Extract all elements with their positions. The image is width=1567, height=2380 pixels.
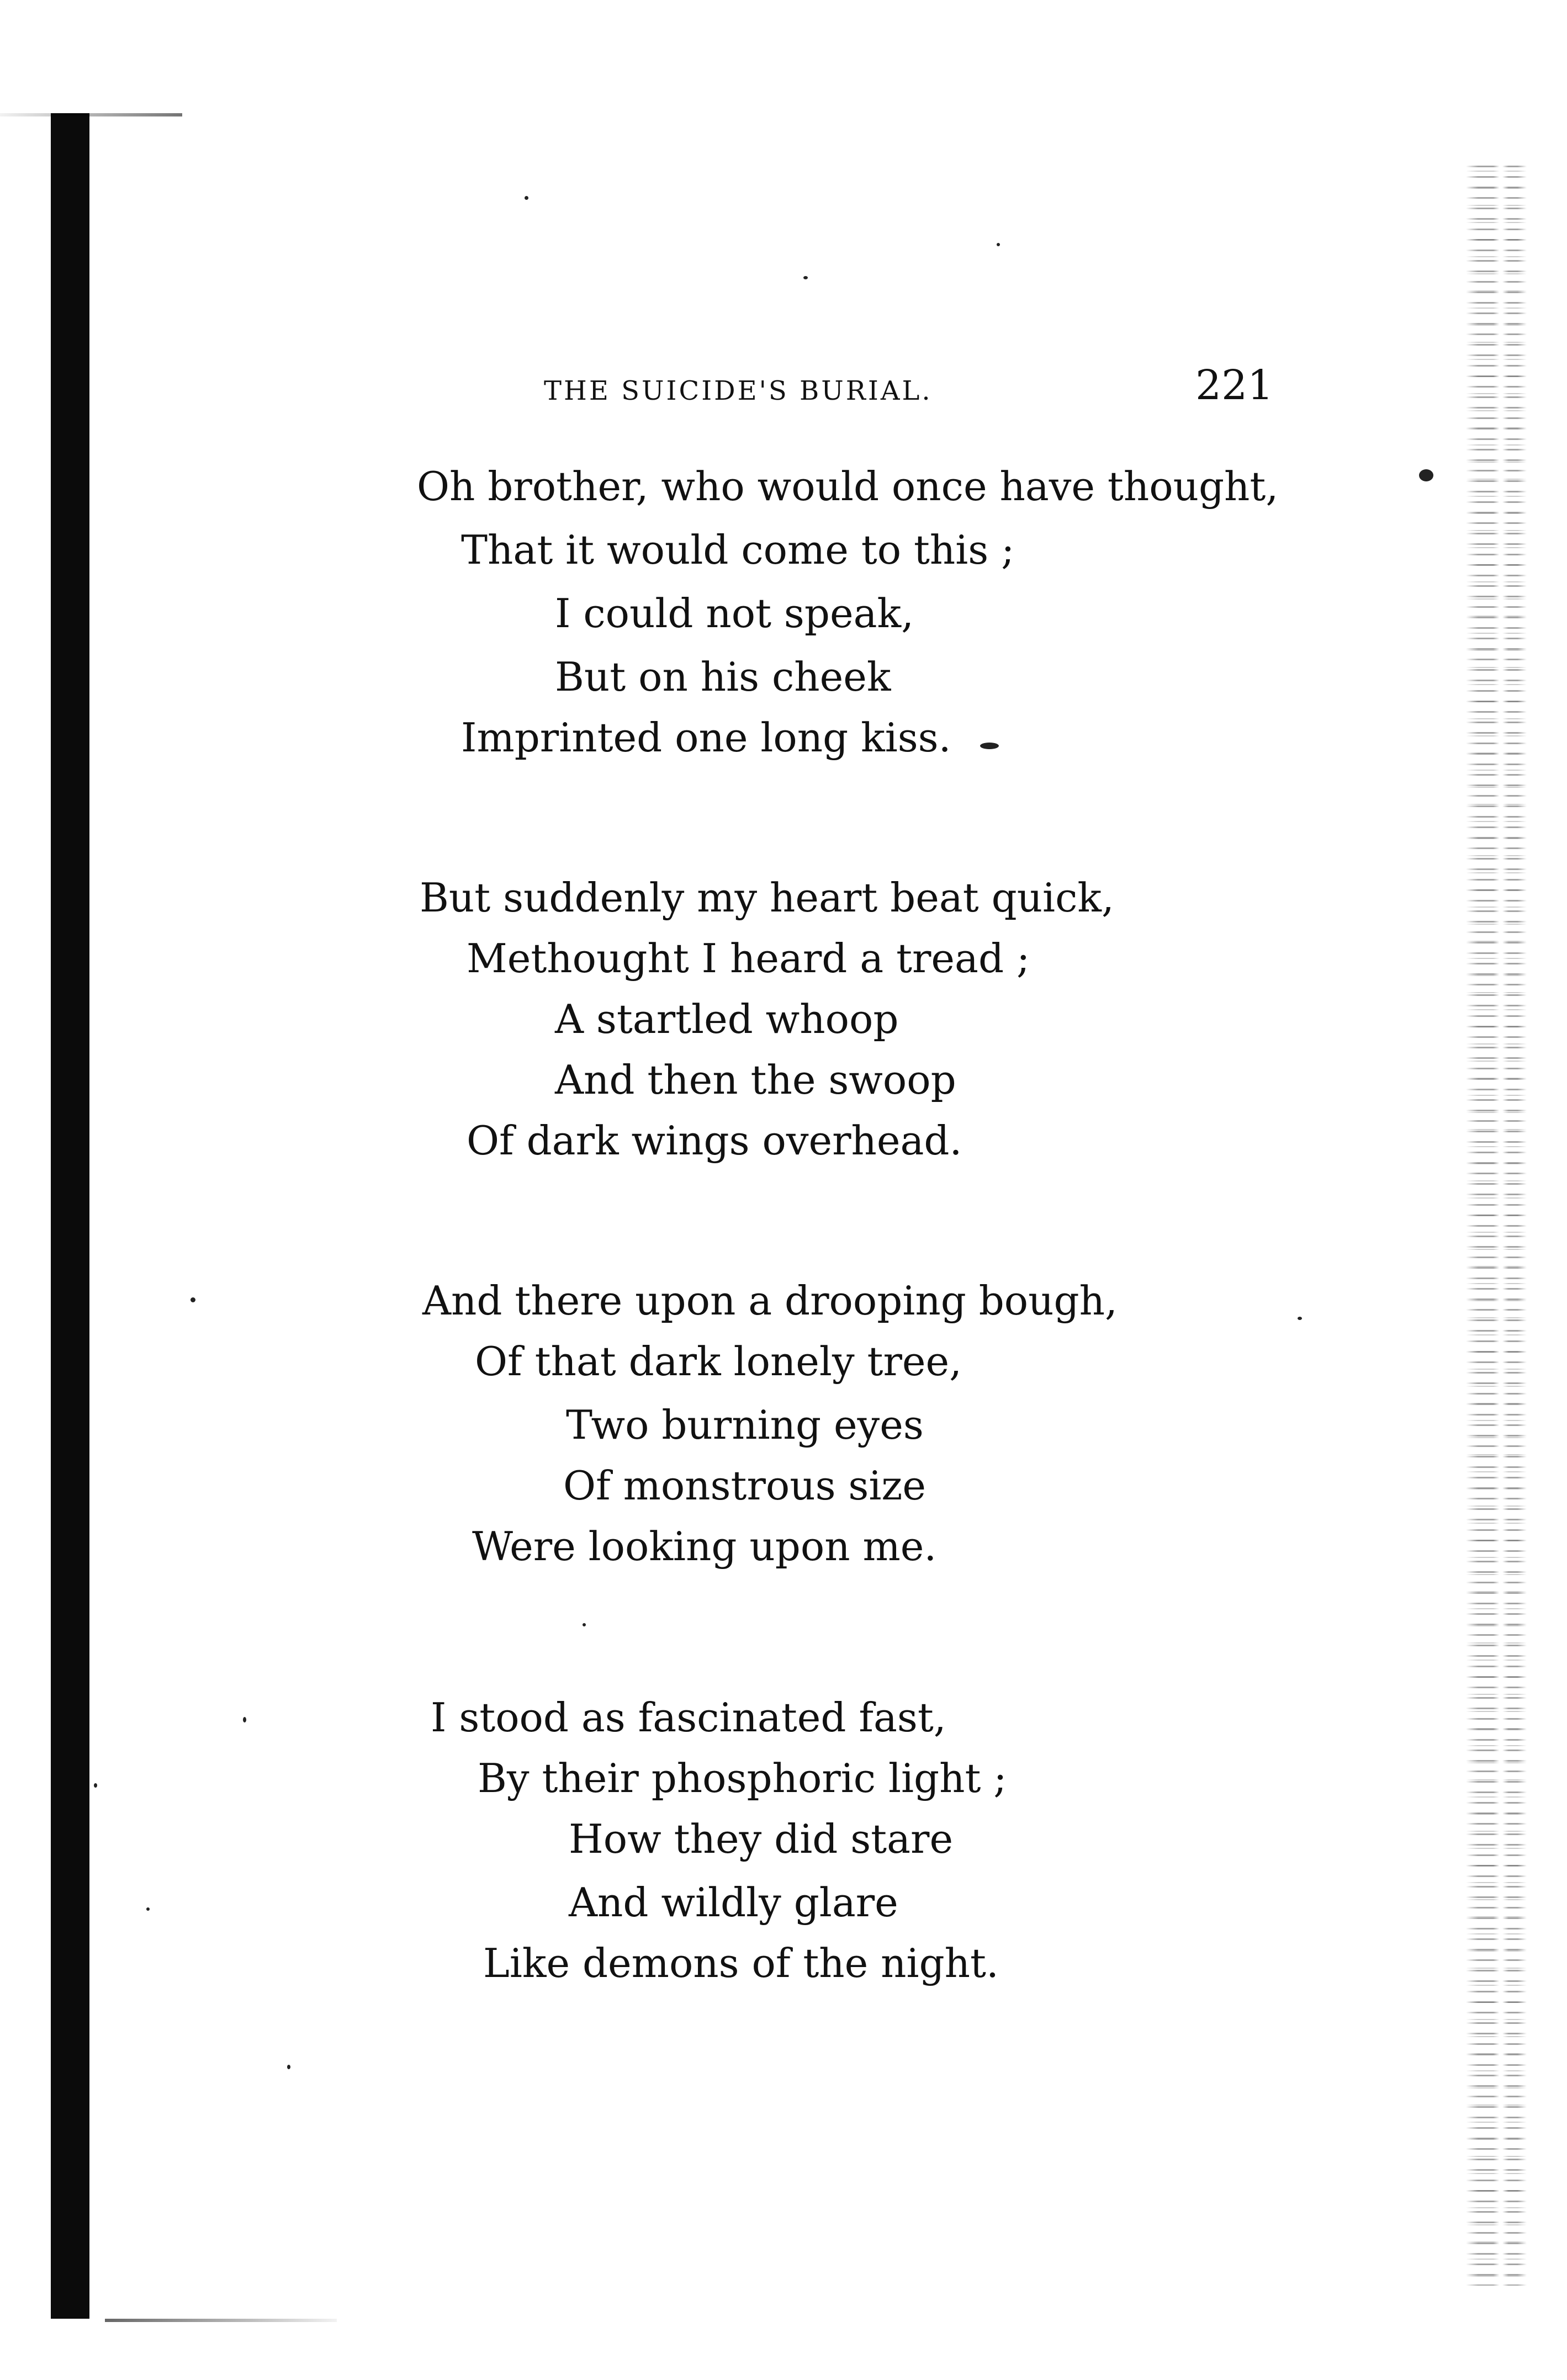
poem-line: Oh brother, who would once have thought, — [417, 463, 1279, 510]
poem-line: But on his cheek — [555, 654, 891, 700]
poem-line: That it would come to this ; — [461, 527, 1015, 573]
page-number: 221 — [1195, 362, 1274, 409]
poem-line: Were looking upon me. — [472, 1523, 937, 1570]
poem-line: I stood as fascinated fast, — [431, 1694, 946, 1741]
poem-line: But suddenly my heart beat quick, — [420, 874, 1114, 921]
poem-line: Of monstrous size — [563, 1462, 926, 1509]
poem-line: Of that dark lonely tree, — [475, 1338, 962, 1385]
poem-line: And wildly glare — [569, 1879, 898, 1926]
poem-line: Like demons of the night. — [483, 1940, 999, 1986]
poem-line: Two burning eyes — [566, 1402, 924, 1448]
poem-line: How they did stare — [569, 1816, 954, 1862]
poem-line: By their phosphoric light ; — [478, 1755, 1007, 1801]
poem-line: Methought I heard a tread ; — [467, 935, 1030, 982]
poem-line: Imprinted one long kiss. — [461, 714, 951, 761]
poem-line: A startled whoop — [555, 996, 899, 1042]
poem-line: And there upon a drooping bough, — [422, 1278, 1118, 1324]
poem-line: Of dark wings overhead. — [467, 1117, 962, 1164]
poem-line: I could not speak, — [555, 590, 914, 637]
poem-line: And then the swoop — [555, 1057, 956, 1103]
running-title: THE SUICIDE'S BURIAL. — [544, 375, 933, 406]
